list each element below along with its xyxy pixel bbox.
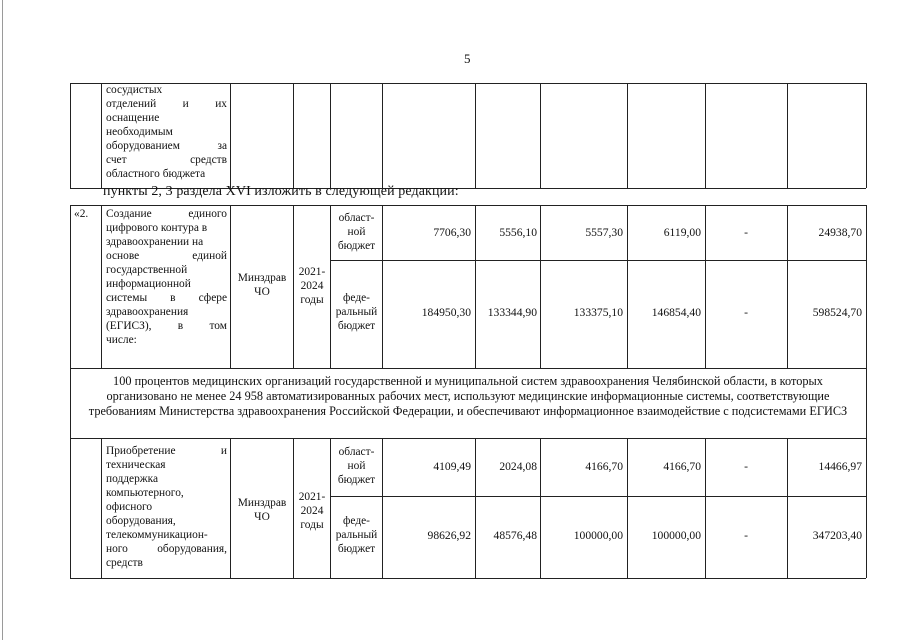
text-line: оборудованием за	[106, 140, 227, 152]
text-line: годы	[300, 519, 324, 531]
page-number: 5	[464, 51, 471, 66]
text-line: телекоммуникацион-	[106, 529, 208, 541]
value-cell: 14466,97	[818, 460, 862, 473]
value-cell: -	[744, 306, 748, 319]
text-line: цифрового контура в	[106, 222, 208, 234]
text-line: Создание единого	[106, 208, 227, 220]
value-cell: 5557,30	[585, 226, 623, 239]
text-line: отделений и их	[106, 98, 227, 110]
text-line: (ЕГИСЗ), в том	[106, 320, 227, 332]
result-indicator-text	[70, 368, 866, 438]
value-cell: -	[744, 460, 748, 473]
text-line: компьютерного,	[106, 487, 184, 499]
value-cell: 133375,10	[573, 306, 623, 319]
value-cell: 6119,00	[663, 226, 701, 239]
text-line: феде-	[343, 292, 370, 304]
text-line: государственной	[106, 264, 188, 276]
text-line: необходимым	[106, 126, 173, 138]
value-cell: 7706,30	[433, 226, 471, 239]
text-line: техническая	[106, 459, 166, 471]
text-line: основе единой	[106, 250, 227, 262]
text-line: ного оборудования,	[106, 543, 227, 555]
value-cell: 2024,08	[499, 460, 537, 473]
value-cell: 24938,70	[818, 226, 862, 239]
text-line: счет средств	[106, 154, 227, 166]
value-cell: 98626,92	[427, 529, 471, 542]
text-line: феде-	[343, 515, 370, 527]
text-line: 2021-	[298, 266, 326, 278]
text-line: ральный	[335, 306, 378, 318]
text-line: 2024	[300, 505, 324, 517]
text-line: областного бюджета	[106, 168, 206, 180]
value-cell: 184950,30	[421, 306, 471, 319]
value-cell: 133344,90	[487, 306, 537, 319]
result-indicator-paragraph: 100 процентов медицинских организаций государственной и муниципальной систем здравоохранения Челябинской области, в которых организовано не менее 24 958 автоматизированных рабочих мест, используют медицинские информационные системы, соответствующие требованиям Министерства здравоохранения Российской Федерации, и обеспечивают информационное взаимодействие с подсистемами ЕГИСЗ	[88, 374, 848, 418]
text-line: бюджет	[337, 474, 376, 486]
text-line: ЧО	[254, 286, 270, 298]
text-line: ЧО	[254, 511, 270, 523]
text-line: ральный	[335, 529, 378, 541]
text-line: здравоохранении на	[106, 236, 204, 248]
value-cell: 48576,48	[493, 529, 537, 542]
text-line: ной	[347, 460, 366, 472]
text-line: Минздрав	[237, 497, 287, 509]
text-line: област-	[338, 212, 375, 224]
text-line: числе:	[106, 334, 137, 346]
text-line: сосудистых	[106, 84, 163, 96]
text-line: бюджет	[337, 240, 376, 252]
text-line: системы в сфере	[106, 292, 227, 304]
value-cell: 5556,10	[499, 226, 537, 239]
value-cell: -	[744, 529, 748, 542]
text-line: поддержка	[106, 473, 159, 485]
text-line: 2024	[300, 280, 324, 292]
value-cell: -	[744, 226, 748, 239]
text-line: област-	[338, 446, 375, 458]
value-cell: 4109,49	[433, 460, 471, 473]
text-line: средств	[106, 557, 143, 569]
value-cell: 100000,00	[651, 529, 701, 542]
text-line: информационной	[106, 278, 191, 290]
text-line: Минздрав	[237, 272, 287, 284]
value-cell: 347203,40	[812, 529, 862, 542]
text-line: здравоохранения	[106, 306, 189, 318]
value-cell: 146854,40	[651, 306, 701, 319]
text-line: оборудования,	[106, 515, 176, 527]
text-line: годы	[300, 294, 324, 306]
amendment-note: пункты 2, 3 раздела XVI изложить в следующей редакции:	[103, 184, 459, 199]
text-line: ной	[347, 226, 366, 238]
value-cell: 598524,70	[812, 306, 862, 319]
text-line: Приобретение и	[106, 445, 227, 457]
text-line: оснащение	[106, 112, 160, 124]
value-cell: 4166,70	[585, 460, 623, 473]
text-line: офисного	[106, 501, 153, 513]
item-number: «2.	[74, 208, 89, 220]
text-line: бюджет	[337, 543, 376, 555]
text-line: 2021-	[298, 491, 326, 503]
value-cell: 4166,70	[663, 460, 701, 473]
text-line: бюджет	[337, 320, 376, 332]
value-cell: 100000,00	[573, 529, 623, 542]
